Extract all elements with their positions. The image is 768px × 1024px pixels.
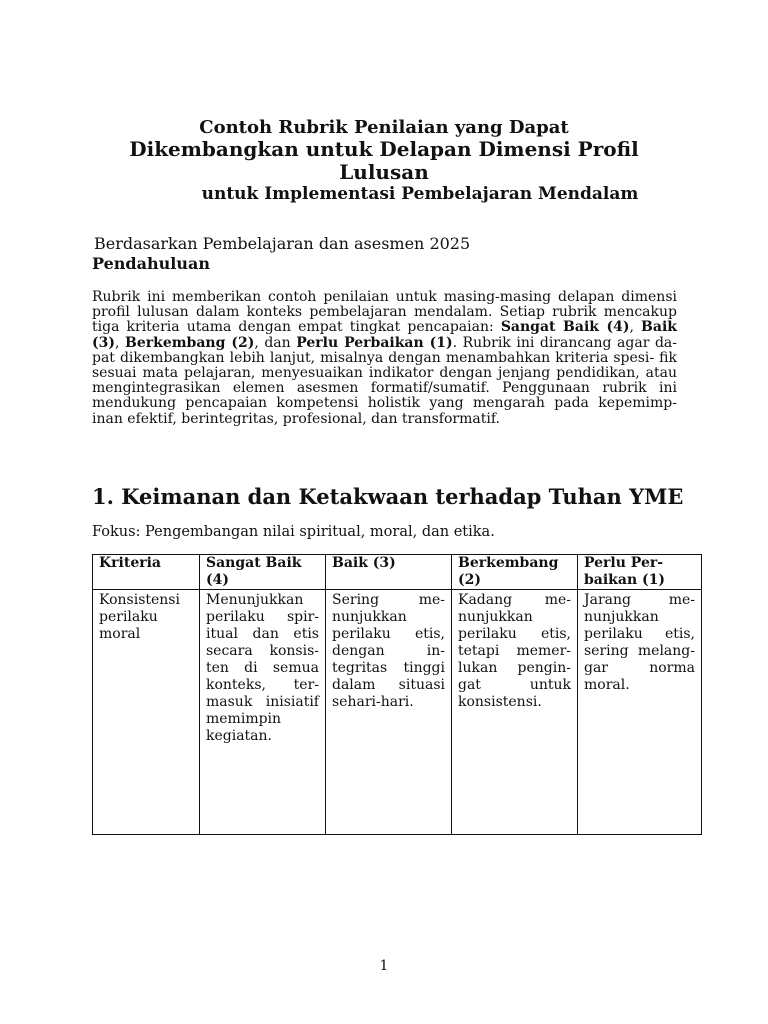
rubric-header-row [93, 555, 702, 590]
document-title-line-2: Dikembangkan untuk Delapan Dimensi Profil Lulusan [129, 137, 639, 184]
cell-kriteria: Konsistensi perilaku moral [93, 590, 200, 835]
document-title-line-1: Contoh Rubrik Penilaian yang Dapat [199, 117, 569, 138]
intro-separator-1: , [629, 319, 642, 336]
intro-separator-3: , dan [254, 334, 297, 351]
cell-baik: Sering me- nunjukkan perilaku etis, dengan in- tegritas tinggi dalam situasi sehari-hari. [326, 590, 452, 835]
header-kriteria: Kriteria [93, 555, 200, 590]
level-berkembang: Berkembang (2) [125, 334, 255, 351]
document-basis: Berdasarkan Pembelajaran dan asesmen 2025 [94, 234, 471, 253]
header-baik: Baik (3) [326, 555, 452, 590]
intro-text-after: . Rubrik ini dirancang agar da- pat dikembangkan lebih lanjut, misalnya dengan menambahkan kriteria spesi- fik sesuai mata pelajaran, menyesuaikan indikator dengan jenjang pendidikan, atau mengintegrasikan elemen asesmen formatif/sumatif. Penggunaan rubrik ini mendukung pencapaian kompetensi holistik yang mengarah pada kepemimp- inan efektif, berintegritas, profesional, dan transformatif. [92, 334, 677, 427]
cell-berkembang: Kadang me- nunjukkan perilaku etis, tetapi memer- lukan pengin- gat untuk konsistensi. [452, 590, 578, 835]
section-heading: 1. Keimanan dan Ketakwaan terhadap Tuhan YME [92, 484, 684, 509]
cell-sangat-baik: Menunjukkan perilaku spir- itual dan etis secara konsis- ten di semua konteks, ter- masuk inisiatif memimpin kegiatan. [200, 590, 326, 835]
document-title-line-3: untuk Implementasi Pembelajaran Mendalam [201, 184, 639, 204]
intro-separator-2: , [115, 334, 125, 351]
level-perlu-perbaikan: Perlu Perbaikan (1) [296, 334, 453, 351]
level-baik: Baik (3) [92, 319, 677, 351]
header-perlu-perbaikan: Perlu Per- baikan (1) [578, 555, 702, 590]
level-sangat-baik: Sangat Baik (4) [500, 319, 630, 336]
page-number: 1 [379, 958, 389, 974]
cell-perlu-perbaikan: Jarang me- nunjukkan perilaku etis, sering melang- gar norma moral. [578, 590, 702, 835]
rubric-table [92, 554, 702, 835]
intro-text-before: Rubrik ini memberikan contoh penilaian untuk masing-masing delapan dimensi profil lulusan dalam konteks pembelajaran mendalam. Setiap rubrik mencakup tiga kriteria utama dengan empat tingkat pencapaian: [92, 289, 677, 336]
header-sangat-baik: Sangat Baik (4) [200, 555, 326, 590]
intro-heading: Pendahuluan [92, 254, 210, 273]
table-row [93, 590, 702, 835]
section-focus: Fokus: Pengembangan nilai spiritual, moral, dan etika. [92, 524, 495, 540]
intro-paragraph [92, 290, 677, 427]
header-berkembang: Berkembang (2) [452, 555, 578, 590]
